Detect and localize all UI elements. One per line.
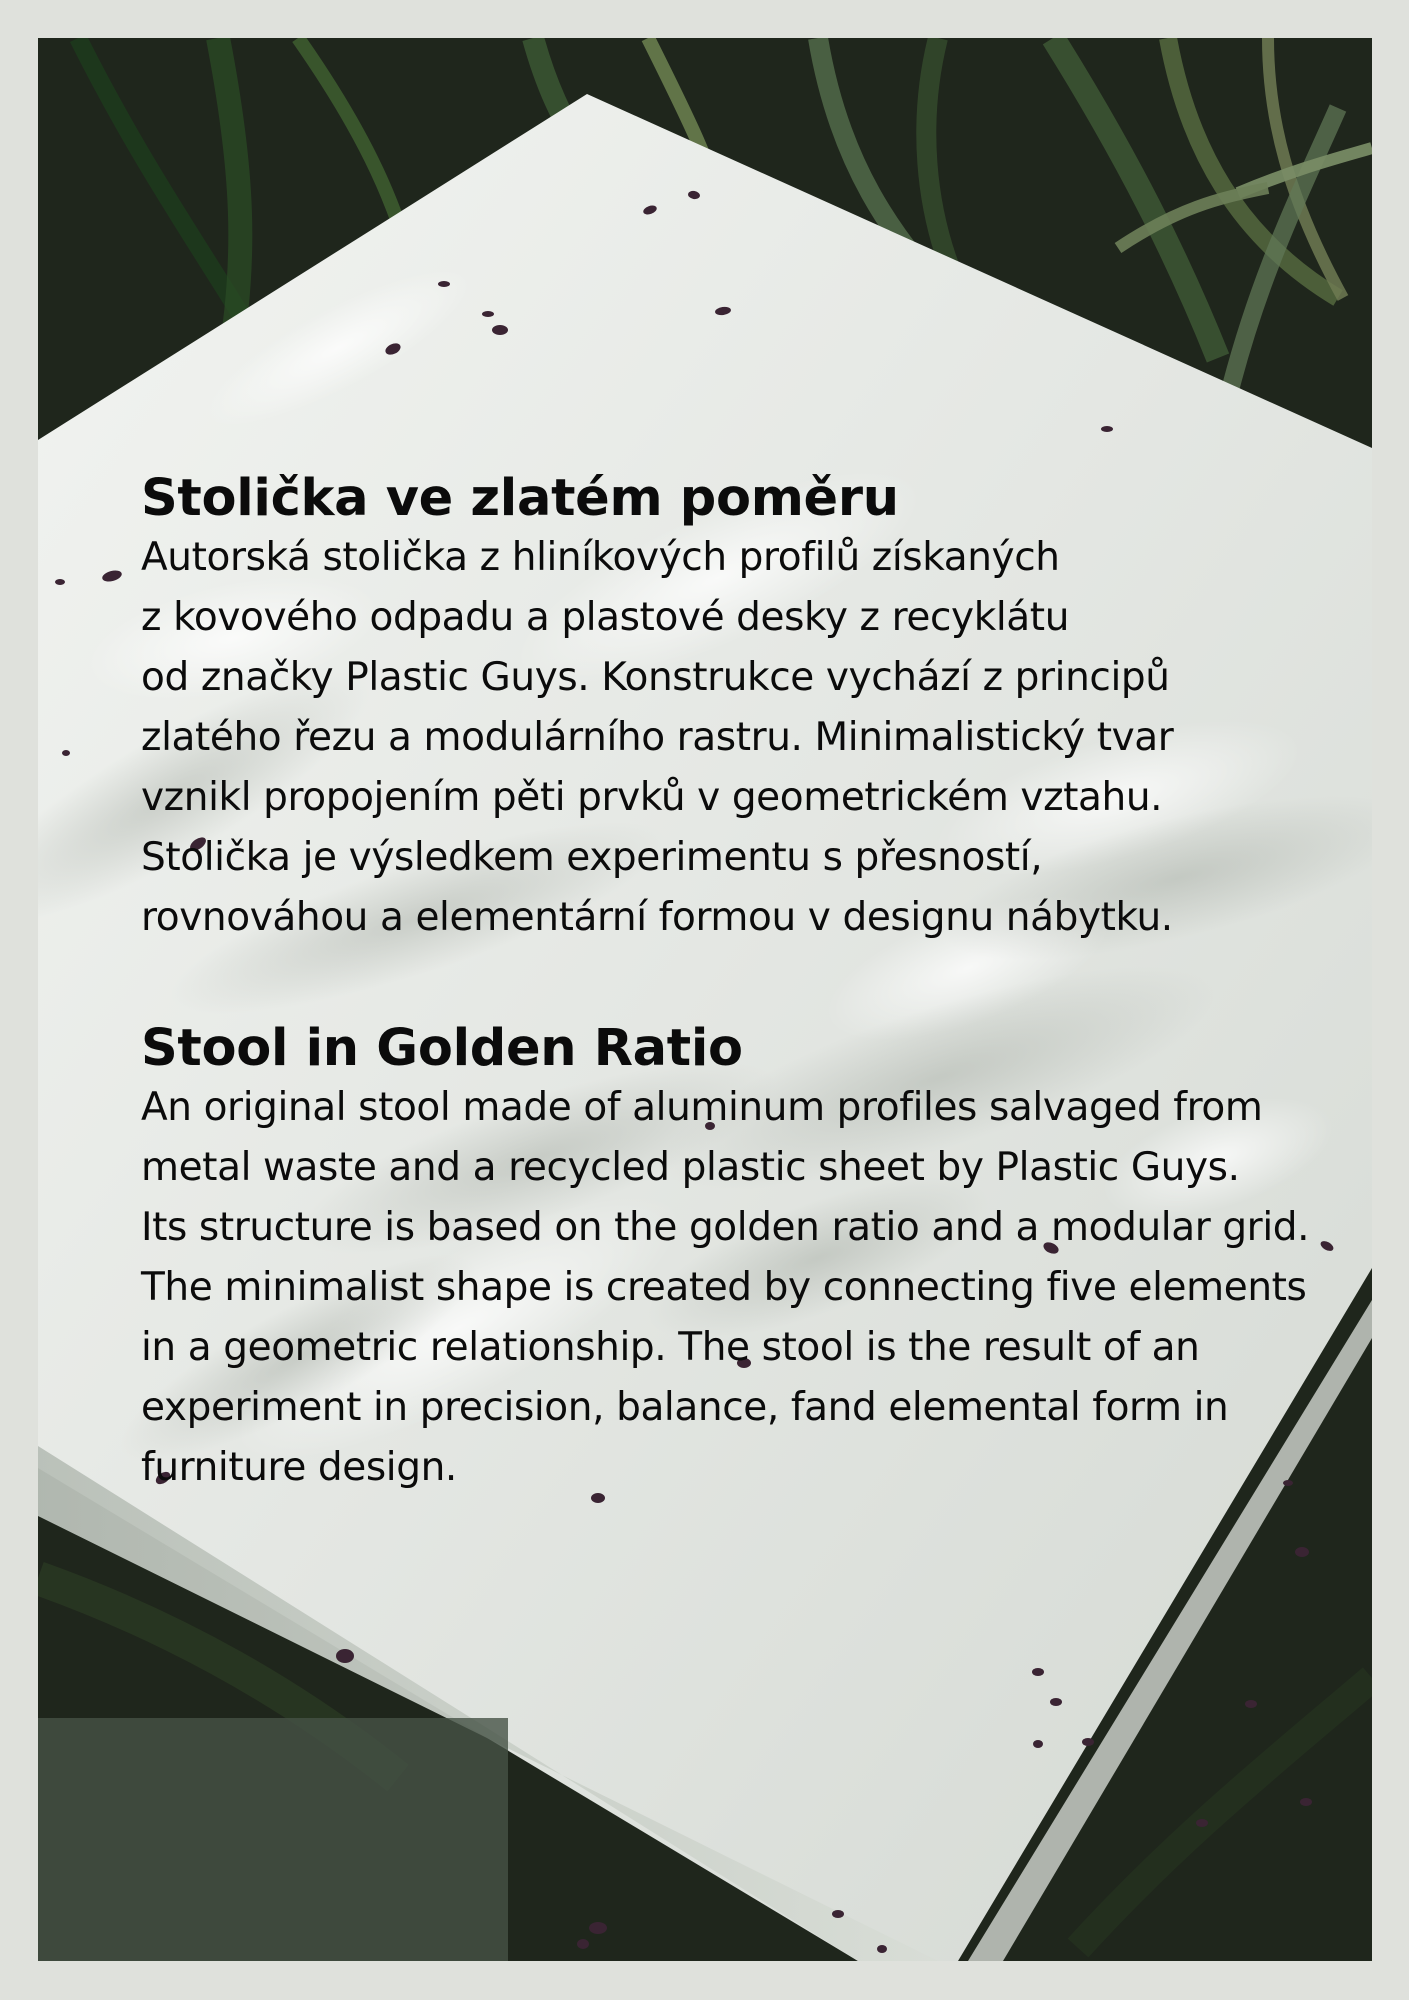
english-line-5: in a geometric relationship. The stool is the result of an: [141, 1325, 1200, 1370]
czech-line-3: od značky Plastic Guys. Konstrukce vychází z principů: [141, 655, 1170, 700]
description-block: [141, 470, 1311, 1498]
english-line-7: furniture design.: [141, 1445, 457, 1490]
czech-description: [141, 528, 1311, 948]
english-line-1: An original stool made of aluminum profiles salvaged from: [141, 1085, 1263, 1130]
czech-line-7: rovnováhou a elementární formou v designu nábytku.: [141, 895, 1173, 940]
czech-line-1: Autorská stolička z hliníkových profilů získaných: [141, 535, 1060, 580]
english-description: [141, 1078, 1311, 1498]
english-line-4: The minimalist shape is created by connecting five elements: [141, 1265, 1307, 1310]
english-line-2: metal waste and a recycled plastic sheet by Plastic Guys.: [141, 1145, 1240, 1190]
czech-line-4: zlatého řezu a modulárního rastru. Minimalistický tvar: [141, 715, 1174, 760]
english-line-6: experiment in precision, balance, fand elemental form in: [141, 1385, 1229, 1430]
czech-title: Stolička ve zlatém poměru: [141, 469, 899, 528]
english-line-3: Its structure is based on the golden ratio and a modular grid.: [141, 1205, 1310, 1250]
czech-line-2: z kovového odpadu a plastové desky z recyklátu: [141, 595, 1070, 640]
czech-line-6: Stolička je výsledkem experimentu s přesností,: [141, 835, 1043, 880]
english-title: Stool in Golden Ratio: [141, 1019, 743, 1078]
czech-line-5: vznikl propojením pěti prvků v geometrickém vztahu.: [141, 775, 1163, 820]
